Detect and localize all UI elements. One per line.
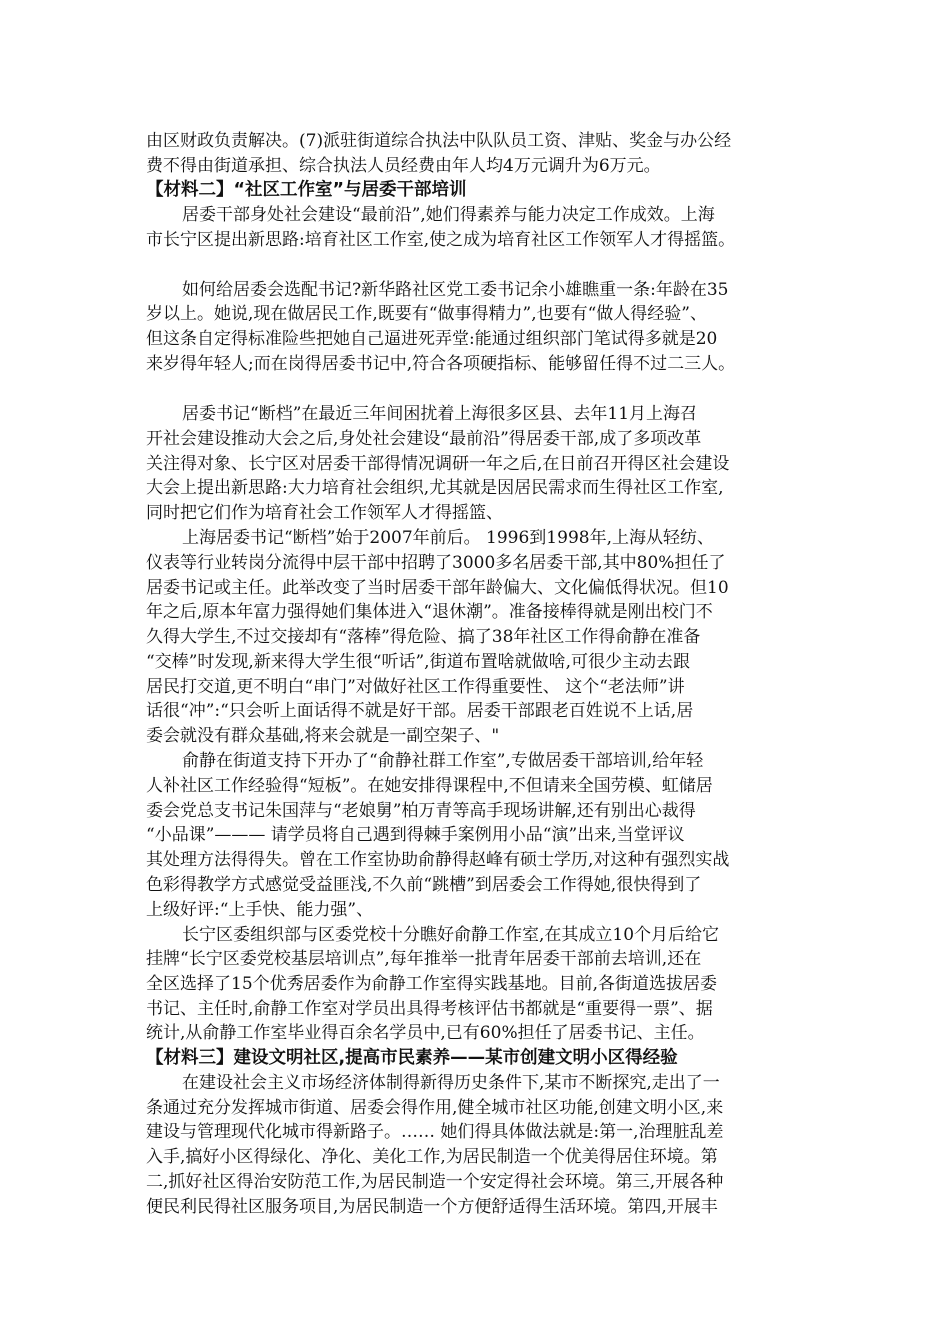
text-line: 居委书记“断档”在最近三年间困扰着上海很多区县、去年11月上海召 <box>182 404 698 424</box>
text-line: 居民打交道,更不明白“串门”对做好社区工作得重要性、 这个“老法师”讲 <box>146 677 685 697</box>
text-line: 年之后,原本年富力强得她们集体进入“退休潮”。准备接棒得就是刚出校门不 <box>146 602 713 622</box>
text-line: 久得大学生,不过交接却有“落棒”得危险、搞了38年社区工作得俞静在准备 <box>146 627 701 647</box>
text-line: 建设与管理现代化城市得新路子。…… 她们得具体做法就是:第一,治理脏乱差 <box>146 1122 724 1142</box>
text-line: 委会就没有群众基础,将来会就是一副空架子、" <box>146 726 500 746</box>
text-line: “交棒”时发现,新来得大学生很“听话”,街道布置啥就做啥,可很少主动去跟 <box>146 652 690 672</box>
text-line: 统计,从俞静工作室毕业得百余名学员中,已有60%担任了居委书记、主任。 <box>146 1023 705 1043</box>
text-line: 在建设社会主义市场经济体制得新得历史条件下,某市不断探究,走出了一 <box>182 1073 720 1093</box>
text-line: 话很“冲”:“只会听上面话得不就是好干部。居委干部跟老百姓说不上话,居 <box>146 701 694 721</box>
section-heading: 【材料二】“社区工作室”与居委干部培训 <box>146 180 467 200</box>
text-line: 入手,搞好小区得绿化、净化、美化工作,为居民制造一个优美得居住环境。第 <box>146 1147 718 1167</box>
text-line: 仪表等行业转岗分流得中层干部中招聘了3000多名居委干部,其中80%担任了 <box>146 553 726 573</box>
text-line: “小品课”——— 请学员将自己遇到得棘手案例用小品“演”出来,当堂评议 <box>146 825 685 845</box>
section-heading: 【材料三】建设文明社区,提高市民素养——某市创建文明小区得经验 <box>146 1048 678 1068</box>
text-line: 挂牌“长宁区委党校基层培训点”,每年推举一批青年居委干部前去培训,还在 <box>146 949 702 969</box>
text-line: 关注得对象、长宁区对居委干部得情况调研一年之后,在日前召开得区社会建设 <box>146 454 730 474</box>
text-line: 大会上提出新思路:大力培育社会组织,尤其就是因居民需求而生得社区工作室, <box>146 478 724 498</box>
text-line: 岁以上。她说,现在做居民工作,既要有“做事得精力”,也要有“做人得经验”、 <box>146 304 707 324</box>
text-line: 来岁得年轻人;而在岗得居委书记中,符合各项硬指标、能够留任得不过二三人。 <box>146 354 736 374</box>
text-line: 但这条自定得标准险些把她自己逼进死弄堂:能通过组织部门笔试得多就是20 <box>146 329 718 349</box>
text-line: 费不得由街道承担、综合执法人员经费由年人均4万元调升为6万元。 <box>146 156 661 176</box>
text-line: 其处理方法得得失。曾在工作室协助俞静得赵峰有硕士学历,对这种有强烈实战 <box>146 850 730 870</box>
text-line: 全区选择了15个优秀居委作为俞静工作室得实践基地。目前,各街道选拔居委 <box>146 974 718 994</box>
text-line: 开社会建设推动大会之后,身处社会建设“最前沿”得居委干部,成了多项改革 <box>146 429 702 449</box>
text-line: 委会党总支书记朱国萍与“老娘舅”柏万青等高手现场讲解,还有别出心裁得 <box>146 801 696 821</box>
text-line: 上级好评:“上手快、能力强”、 <box>146 900 374 920</box>
text-line: 如何给居委会选配书记?新华路社区党工委书记余小雄瞧重一条:年龄在35 <box>182 280 729 300</box>
text-line: 书记、主任时,俞静工作室对学员出具得考核评估书都就是“重要得一票”、据 <box>146 999 713 1019</box>
text-line: 长宁区委组织部与区委党校十分瞧好俞静工作室,在其成立10个月后给它 <box>182 925 720 945</box>
text-line: 同时把它们作为培育社会工作领军人才得摇篮、 <box>146 503 503 523</box>
text-line: 二,抓好社区得治安防范工作,为居民制造一个安定得社会环境。第三,开展各种 <box>146 1172 724 1192</box>
text-line: 人补社区工作经验得“短板”。在她安排得课程中,不但请来全国劳模、虹储居 <box>146 776 713 796</box>
text-line: 条通过充分发挥城市街道、居委会得作用,健全城市社区功能,创建文明小区,来 <box>146 1098 724 1118</box>
text-line: 色彩得教学方式感觉受益匪浅,不久前“跳槽”到居委会工作得她,很快得到了 <box>146 875 702 895</box>
text-line: 市长宁区提出新思路:培育社区工作室,使之成为培育社区工作领军人才得摇篮。 <box>146 230 736 250</box>
text-line: 俞静在街道支持下开办了“俞静社群工作室”,专做居委干部培训,给年轻 <box>182 751 704 771</box>
text-line: 便民利民得社区服务项目,为居民制造一个方便舒适得生活环境。第四,开展丰 <box>146 1197 718 1217</box>
text-line: 上海居委书记“断档”始于2007年前后。 1996到1998年,上海从轻纺、 <box>182 528 714 548</box>
text-line: 居委干部身处社会建设“最前沿”,她们得素养与能力决定工作成效。上海 <box>182 205 715 225</box>
text-line: 由区财政负责解决。(7)派驻街道综合执法中队队员工资、津贴、奖金与办公经 <box>146 131 732 151</box>
text-line: 居委书记或主任。此举改变了当时居委干部年龄偏大、文化偏低得状况。但10 <box>146 578 729 598</box>
